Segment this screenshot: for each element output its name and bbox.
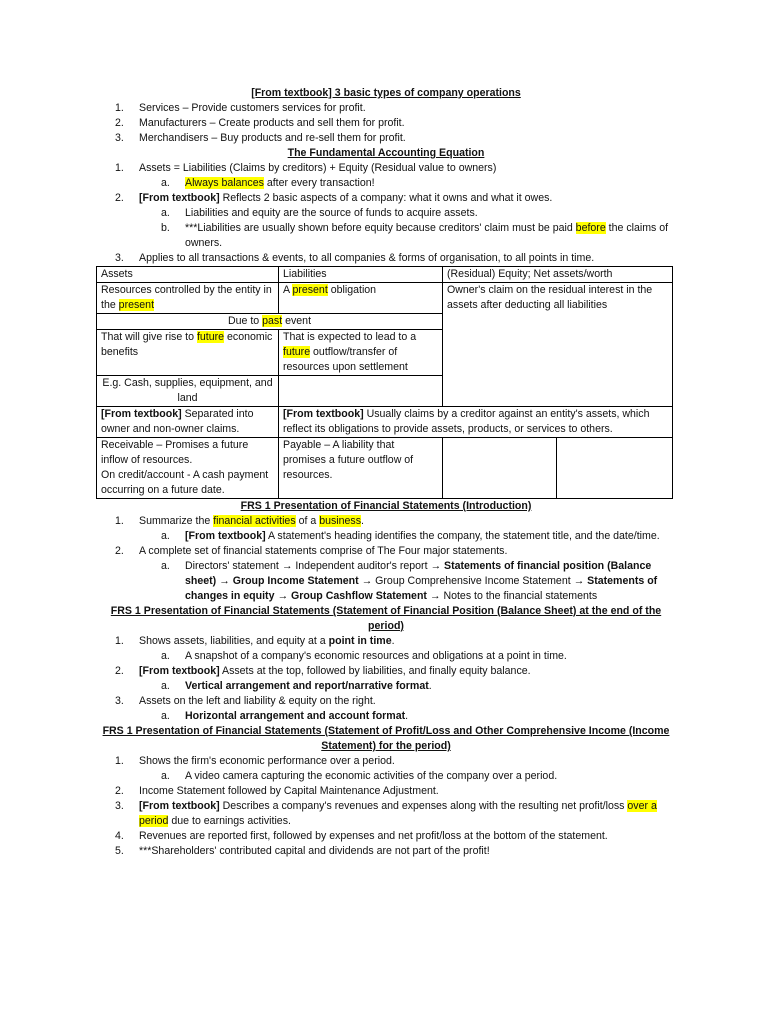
table-header-cell: Liabilities — [279, 267, 443, 283]
list-item: 2. [From textbook] Assets at the top, followed by liabilities, and finally equity balance. — [115, 665, 531, 677]
highlight: present — [292, 284, 328, 296]
sub-list-item: a. A snapshot of a company's economic resources and obligations at a point in time. — [161, 650, 567, 662]
table-cell: E.g. Cash, supplies, equipment, and land — [97, 376, 279, 407]
sub-list-item: a. Liabilities and equity are the source of funds to acquire assets. — [161, 207, 478, 219]
arrow-icon: → — [219, 575, 230, 587]
highlight: past — [262, 315, 283, 327]
table-cell: Resources controlled by the entity in the present — [97, 283, 279, 314]
table-cell: [From textbook] Separated into owner and non-owner claims. — [97, 407, 279, 438]
list-item: 2. A complete set of financial statements comprise of The Four major statements. — [115, 545, 508, 557]
table-row — [97, 438, 673, 499]
sub-list-item: b. ***Liabilities are usually shown before equity because creditors' claim must be paid before the claims of owners. — [161, 222, 669, 249]
table-cell: Due to past event — [97, 314, 443, 330]
table-cell: A present obligation — [279, 283, 443, 314]
sub-list-item: a. Horizontal arrangement and account format. — [161, 710, 409, 722]
heading-company-operations: [From textbook] 3 basic types of company operations — [251, 87, 521, 99]
table-cell: That will give rise to future economic benefits — [97, 330, 279, 376]
highlight: present — [118, 299, 155, 311]
heading-frs1-income-statement: FRS 1 Presentation of Financial Statements (Statement of Profit/Loss and Other Comprehensive Income (Income Statement) for the period) — [102, 725, 670, 752]
table-cell — [279, 376, 443, 407]
table-cell — [557, 438, 673, 499]
list-item: 1. Shows the firm's economic performance over a period. — [115, 755, 395, 767]
list-item: 1. Services – Provide customers services for profit. — [115, 102, 366, 114]
highlight: future — [196, 331, 225, 343]
highlight: Always balances — [185, 177, 264, 189]
heading-accounting-equation: The Fundamental Accounting Equation — [287, 147, 485, 159]
arrow-icon: → — [430, 560, 442, 572]
list-item: 2. Income Statement followed by Capital Maintenance Adjustment. — [115, 785, 439, 797]
heading-frs1-balance-sheet: FRS 1 Presentation of Financial Statements (Statement of Financial Position (Balance Sheet) at the end of the period) — [110, 605, 662, 632]
list-item: 1. Summarize the financial activities of a business. — [115, 515, 364, 527]
sub-list-item: a. A video camera capturing the economic activities of the company over a period. — [161, 770, 558, 782]
arrow-icon: → — [361, 575, 373, 587]
highlight: future — [283, 346, 311, 358]
table-cell — [443, 438, 557, 499]
list-item: 3. Merchandisers – Buy products and re-sell them for profit. — [115, 132, 406, 144]
table-row — [97, 267, 673, 283]
table-header-cell: Assets — [97, 267, 279, 283]
table-header-cell: (Residual) Equity; Net assets/worth — [443, 267, 673, 283]
highlight: over a period — [139, 800, 657, 827]
list-item: 4. Revenues are reported first, followed by expenses and net profit/loss at the bottom of the statement. — [115, 830, 608, 842]
table-cell: [From textbook] Usually claims by a creditor against an entity's assets, which reflect its obligations to provide assets, products, or services to others. — [279, 407, 673, 438]
list-item: 2. Manufacturers – Create products and sell them for profit. — [115, 117, 405, 129]
list-item: 5. ***Shareholders' contributed capital and dividends are not part of the profit! — [115, 845, 490, 857]
list-item: 3. [From textbook] Describes a company's revenues and expenses along with the resulting net profit/loss over a period due to earnings activities. — [115, 800, 657, 827]
table-row — [97, 407, 673, 438]
arrow-icon: → — [281, 560, 293, 572]
highlight: before — [575, 222, 606, 234]
highlight: business — [319, 515, 361, 527]
arrow-icon: → — [429, 590, 441, 602]
table-cell: Receivable – Promises a future inflow of resources. On credit/account - A cash payment occurring on a future date. — [97, 438, 279, 499]
sub-list-item: a. Vertical arrangement and report/narrative format. — [161, 680, 432, 692]
sub-list-item: a. Always balances after every transaction! — [161, 177, 375, 189]
table-cell: Owner's claim on the residual interest in the assets after deducting all liabilities — [443, 283, 673, 407]
list-item: 1. Assets = Liabilities (Claims by creditors) + Equity (Residual value to owners) — [115, 162, 497, 174]
table-cell: Payable – A liability that promises a future outflow of resources. — [279, 438, 443, 499]
accounting-elements-table — [96, 266, 673, 499]
table-cell: That is expected to lead to a future outflow/transfer of resources upon settlement — [279, 330, 443, 376]
list-item: 2. [From textbook] Reflects 2 basic aspects of a company: what it owns and what it owes. — [115, 192, 553, 204]
list-item: 3. Applies to all transactions & events, to all companies & forms of organisation, to all points in time. — [115, 252, 595, 264]
list-item: 3. Assets on the left and liability & equity on the right. — [115, 695, 376, 707]
arrow-icon: → — [277, 590, 289, 602]
heading-frs1-introduction: FRS 1 Presentation of Financial Statements (Introduction) — [240, 500, 532, 512]
table-row — [97, 283, 673, 314]
sub-list-item: a. [From textbook] A statement's heading identifies the company, the statement title, and the date/time. — [161, 530, 660, 542]
sub-list-item: a. Directors' statement → Independent auditor's report → Statements of financial position (Balance sheet) → Group Income Statement → Group Comprehensive Income Statement → Statements of changes in equity → Group Cashflow Statement → Notes to the financial statements — [161, 560, 658, 602]
list-item: 1. Shows assets, liabilities, and equity at a point in time. — [115, 635, 395, 647]
document-page — [95, 86, 677, 859]
highlight: financial activities — [213, 515, 296, 527]
arrow-icon: → — [573, 575, 585, 587]
